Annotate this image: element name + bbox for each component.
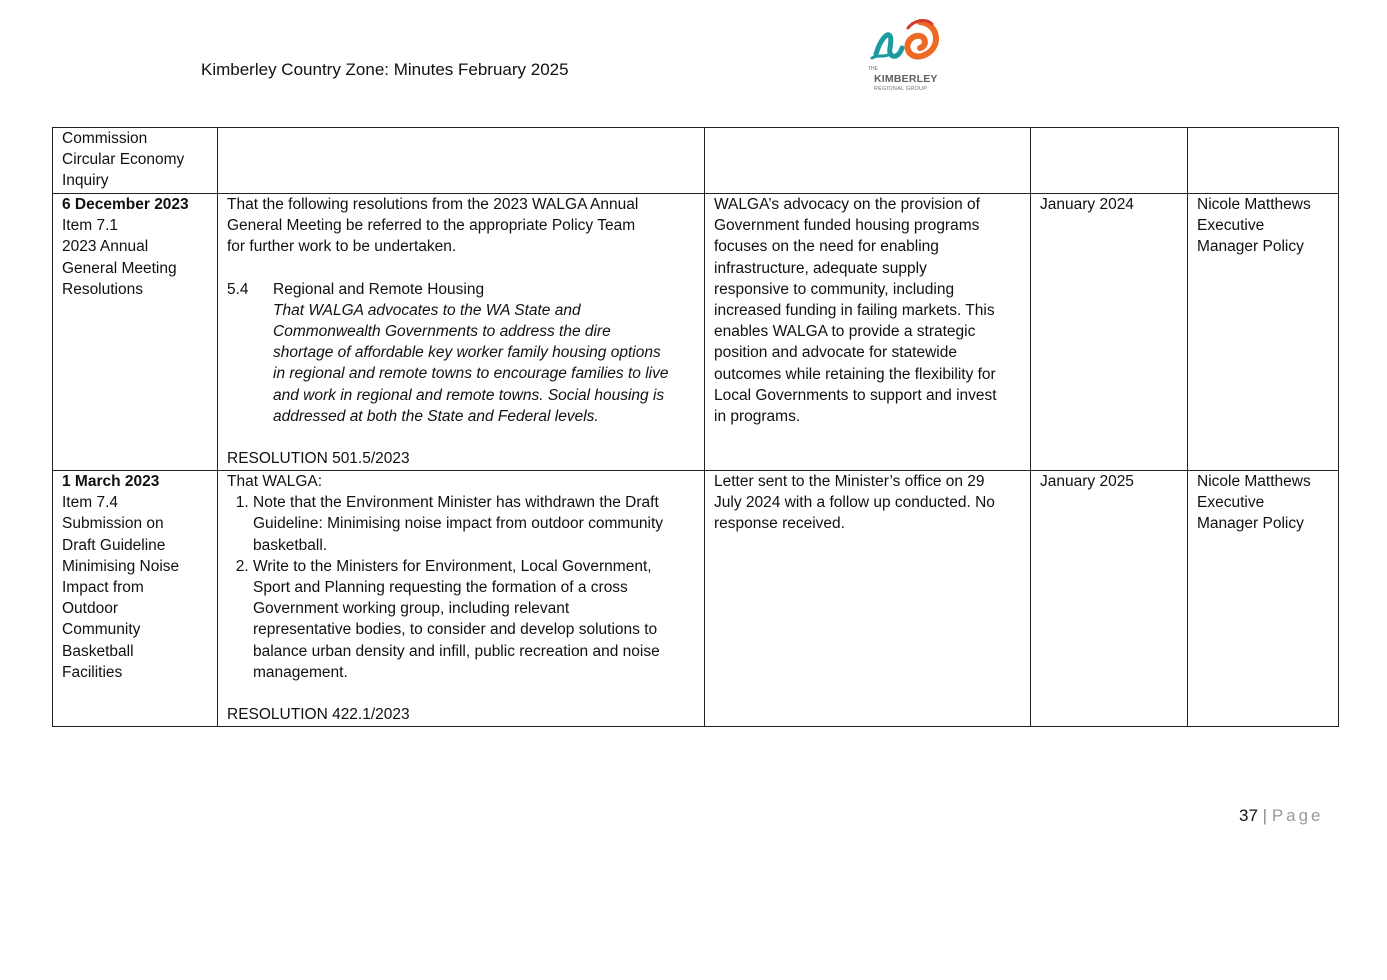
logo-the-text: THE [868, 66, 878, 72]
resolution-item-text: That WALGA advocates to the WA State and Commonwealth Governments to address the dire shortage of affordable key worker family housing options in regional and remote towns to encourage families to live and work in regional and remote towns. Social housing is addressed at both the State and Federal levels. [273, 301, 669, 425]
due-cell [1031, 128, 1188, 194]
page-label: Page [1271, 806, 1324, 825]
resolution-cell [218, 128, 705, 194]
footer-separator: | [1262, 806, 1268, 825]
page-footer [1239, 806, 1324, 826]
status-cell [705, 128, 1031, 194]
meeting-cell: 1 March 2023 Item 7.4 Submission on Draft Guideline Minimising Noise Impact from Outdoor Community Basketball Facilities [53, 471, 218, 727]
document-title: Kimberley Country Zone: Minutes February 2025 [201, 60, 569, 79]
officer-cell: Nicole Matthews Executive Manager Policy [1188, 194, 1339, 471]
resolution-cell: That WALGA: 1. Note that the Environment Minister has withdrawn the Draft Guideline: Minimising noise impact from outdoor community basketball. 2. Write to the Ministers for Environment, Local Government, Sport and Planning requesting the formation of a cross Government working group, including relevant representative bodies, to consider and develop solutions to balance urban density and infill, public recreation and noise management. RESOLUTION 422.1/2023 [218, 471, 705, 727]
logo-sub-text: REGIONAL GROUP [874, 86, 928, 92]
meeting-date: 6 December 2023 [62, 196, 189, 213]
due-cell: January 2025 [1031, 471, 1188, 727]
meeting-cell: 6 December 2023 Item 7.1 2023 Annual General Meeting Resolutions [53, 194, 218, 471]
officer-cell [1188, 128, 1339, 194]
action-items-table [52, 127, 1339, 727]
resolution-cell: That the following resolutions from the 2023 WALGA Annual General Meeting be referred to the appropriate Policy Team for further work to be undertaken. 5.4 Regional and Remote Housing That WALGA advocates to the WA State and Commonwealth Governments to address the dire shortage of affordable key worker family housing options in regional and remote towns to encourage families to live and work in regional and remote towns. Social housing is addressed at both the State and Federal levels. RESOLUTION 501.5/2023 [218, 194, 705, 471]
resolution-number: RESOLUTION 501.5/2023 [227, 450, 410, 468]
table-row [53, 471, 1339, 727]
logo-name-text: KIMBERLEY [874, 73, 938, 85]
meeting-cell: Commission Circular Economy Inquiry [53, 128, 218, 194]
page-number: 37 [1239, 806, 1258, 825]
status-cell: WALGA’s advocacy on the provision of Government funded housing programs focuses on the need for enabling infrastructure, adequate supply responsive to community, including increased funding in failing markets. This enables WALGA to provide a strategic position and advocate for statewide outcomes while retaining the flexibility for Local Governments to support and invest in programs. [705, 194, 1031, 471]
resolution-list [227, 492, 704, 683]
list-item: 2. Write to the Ministers for Environment, Local Government, Sport and Planning requesting the formation of a cross Government working group, including relevant representative bodies, to consider and develop solutions to balance urban density and infill, public recreation and noise management. [253, 556, 704, 683]
officer-cell: Nicole Matthews Executive Manager Policy [1188, 471, 1339, 727]
meeting-date: 1 March 2023 [62, 473, 160, 490]
kimberley-swirl-icon [868, 14, 944, 70]
due-cell: January 2024 [1031, 194, 1188, 471]
table-row [53, 128, 1339, 194]
kimberley-logo [868, 14, 944, 98]
resolution-item-heading: 5.4 Regional and Remote Housing [227, 280, 485, 298]
list-item: 1. Note that the Environment Minister has withdrawn the Draft Guideline: Minimising noise impact from outdoor community basketball. [253, 492, 704, 556]
resolution-number: RESOLUTION 422.1/2023 [227, 706, 410, 724]
status-cell: Letter sent to the Minister’s office on 29 July 2024 with a follow up conducted. No response received. [705, 471, 1031, 727]
table-row [53, 194, 1339, 471]
